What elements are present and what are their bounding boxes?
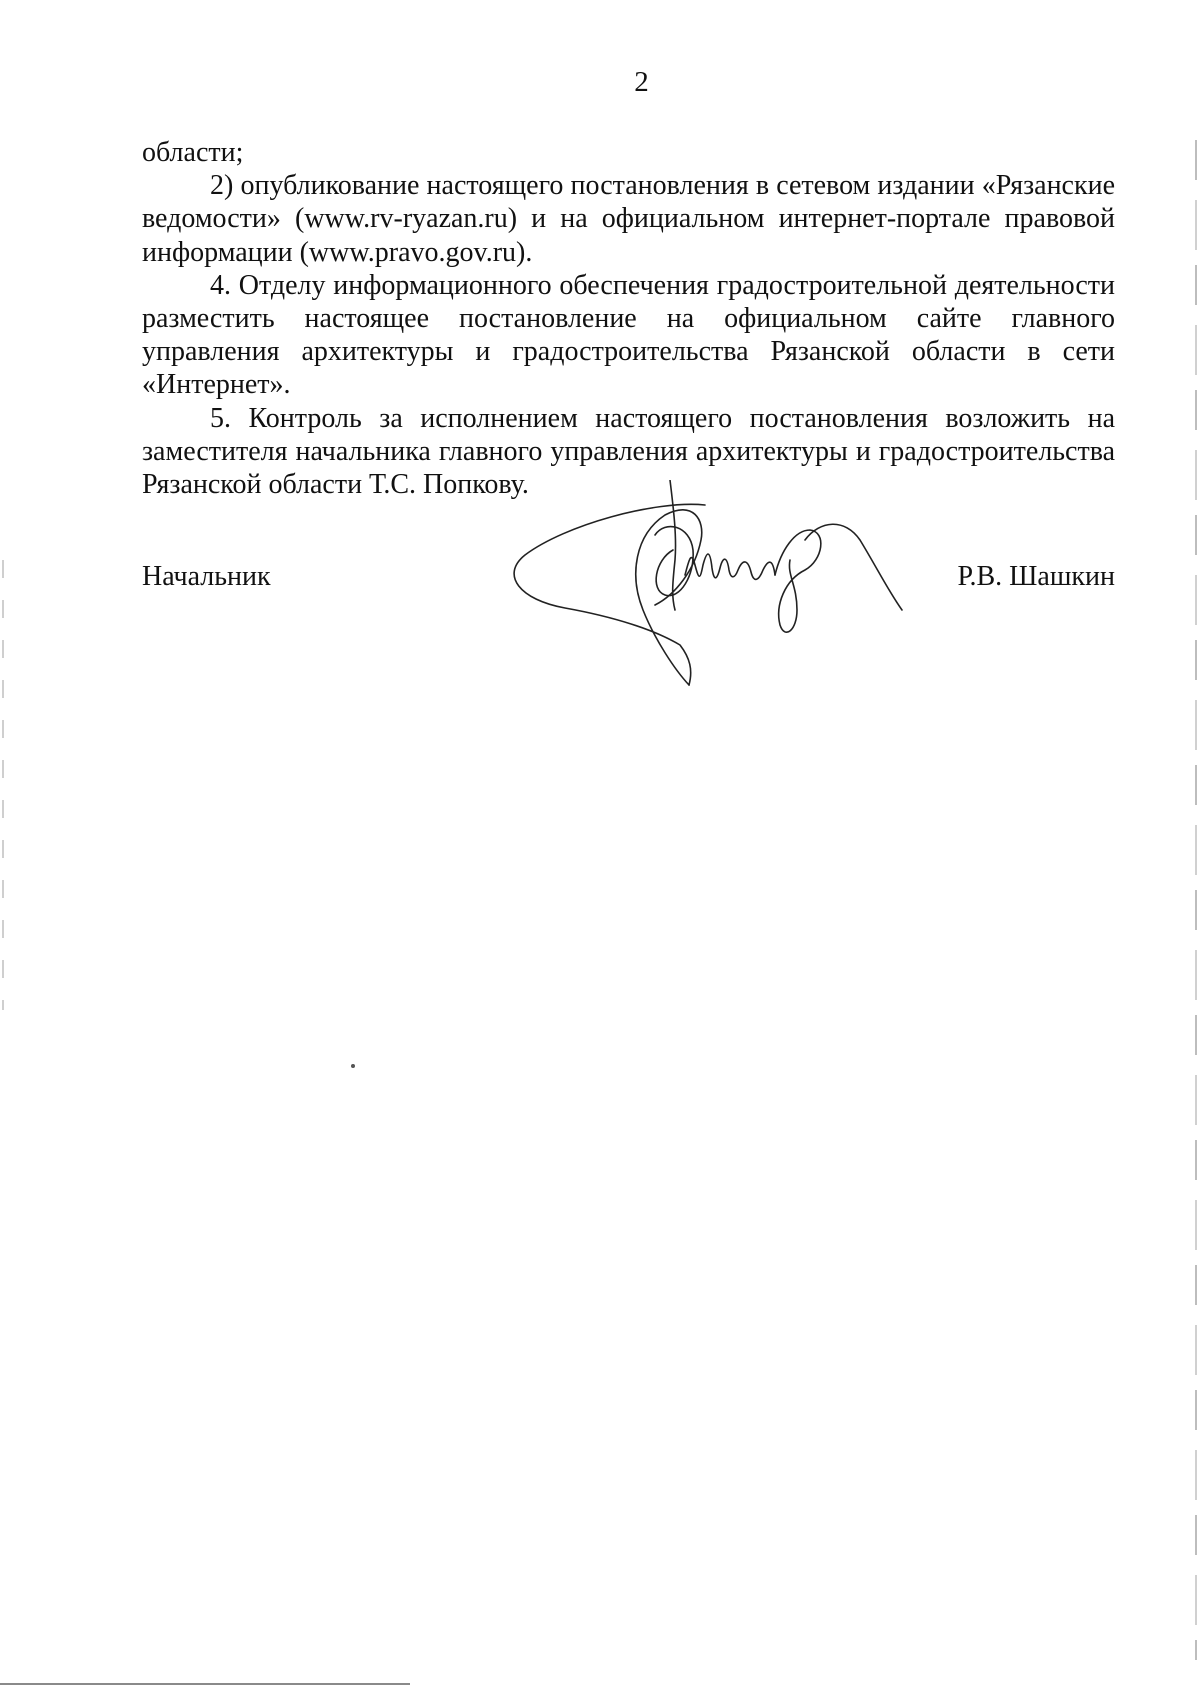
signer-title: Начальник (142, 561, 271, 592)
scan-edge-right (1195, 140, 1197, 1660)
handwritten-signature (505, 480, 925, 690)
scan-edge-left (2, 560, 4, 1010)
scan-speck (351, 1064, 355, 1068)
paragraph-item-5: 5. Контроль за исполнением настоящего постановления возложить на заместителя начальника главного управления архитектуры и градостроительства Рязанской области Т.С. Попкову. (142, 402, 1115, 501)
signer-name: Р.В. Шашкин (957, 561, 1115, 592)
paragraph-item-2: 2) опубликование настоящего постановления в сетевом издании «Рязанские ведомости» (www.rv-ryazan.ru) и на официальном интернет-портале правовой информации (www.pravo.gov.ru). (142, 170, 1115, 268)
page-number: 2 (634, 66, 649, 98)
paragraph-continuation: области; (142, 137, 244, 168)
scan-edge-bottom (0, 1683, 410, 1685)
paragraph-item-4: 4. Отделу информационного обеспечения градостроительной деятельности разместить настоящее постановление на официальном сайте главного управления архитектуры и градостроительства Рязанской области в сети «Интернет». (142, 269, 1115, 401)
document-body (142, 136, 1115, 501)
